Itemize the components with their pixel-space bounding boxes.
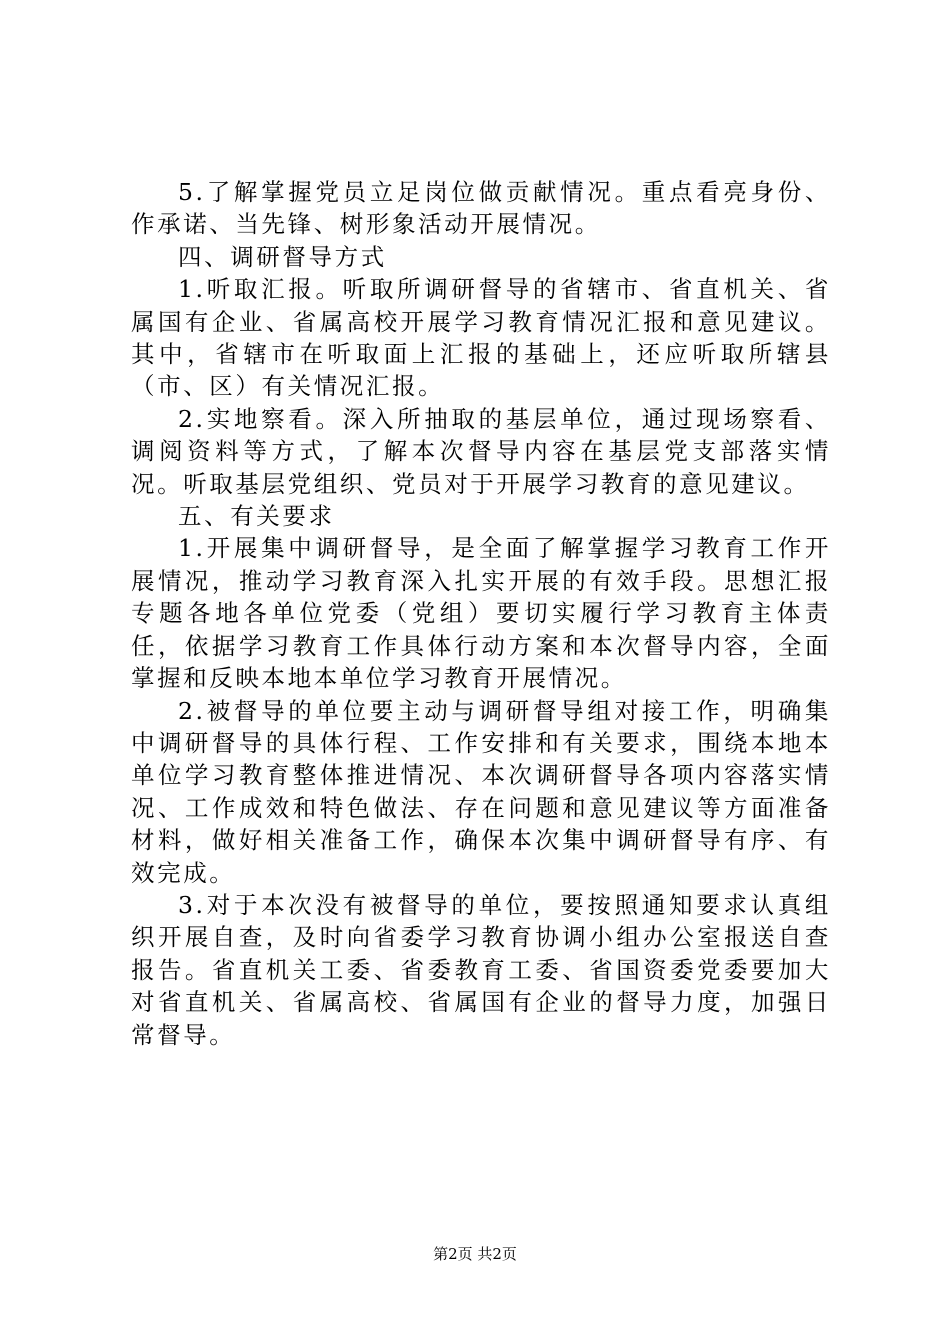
paragraph-requirement-1: 1.开展集中调研督导，是全面了解掌握学习教育工作开展情况，推动学习教育深入扎实开展的有效手段。思想汇报专题各地各单位党委（党组）要切实履行学习教育主体责任，依据学习教育工作具体行动方案和本次督导内容，全面掌握和反映本地本单位学习教育开展情况。: [131, 534, 831, 693]
page-footer: 第2页 共2页: [433, 1245, 517, 1263]
paragraph-field-inspection: 2.实地察看。深入所抽取的基层单位，通过现场察看、调阅资料等方式，了解本次督导内容在基层党支部落实情况。听取基层党组织、党员对于开展学习教育的意见建议。: [131, 404, 831, 498]
paragraph-listen-reports: 1.听取汇报。听取所调研督导的省辖市、省直机关、省属国有企业、省属高校开展学习教育情况汇报和意见建议。其中，省辖市在听取面上汇报的基础上，还应听取所辖县（市、区）有关情况汇报。: [131, 275, 831, 401]
paragraph-party-member-contribution: 5.了解掌握党员立足岗位做贡献情况。重点看亮身份、作承诺、当先锋、树形象活动开展情况。: [131, 178, 831, 239]
section-heading-requirements: 五、有关要求: [178, 502, 335, 531]
document-body: [131, 176, 831, 1051]
paragraph-requirement-2: 2.被督导的单位要主动与调研督导组对接工作，明确集中调研督导的具体行程、工作安排和有关要求，围绕本地本单位学习教育整体推进情况、本次调研督导各项内容落实情况、工作成效和特色做法、存在问题和意见建议等方面准备材料，做好相关准备工作，确保本次集中调研督导有序、有效完成。: [131, 696, 831, 887]
section-heading-methods: 四、调研督导方式: [178, 242, 387, 271]
paragraph-requirement-3: 3.对于本次没有被督导的单位，要按照通知要求认真组织开展自查，及时向省委学习教育协调小组办公室报送自查报告。省直机关工委、省委教育工委、省国资委党委要加大对省直机关、省属高校、省属国有企业的督导力度，加强日常督导。: [131, 890, 831, 1049]
